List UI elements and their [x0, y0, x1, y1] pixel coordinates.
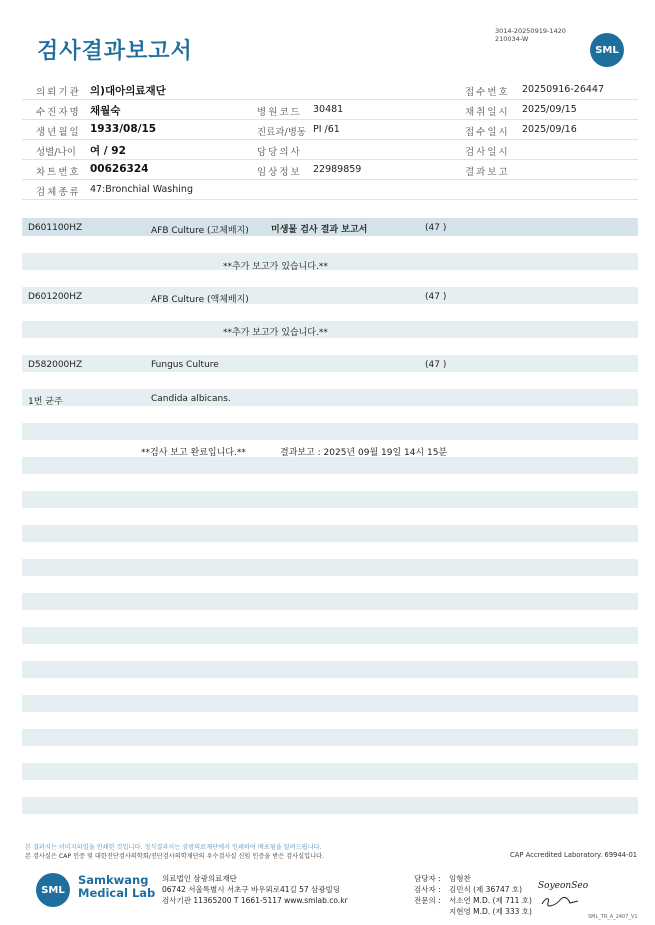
- clinical-value: 22989859: [313, 164, 362, 175]
- result-row-band: [22, 695, 638, 712]
- report-title: 검사결과보고서: [37, 39, 193, 64]
- brand-line-2: Medical Lab: [78, 886, 156, 900]
- birth-label: 생년월일: [36, 127, 81, 138]
- sex-age-value: 여 / 92: [90, 145, 126, 157]
- brand-line-1: Samkwang: [78, 873, 149, 887]
- brand-name: [78, 874, 155, 900]
- lab-address: [162, 873, 348, 906]
- test-number: (47 ): [425, 292, 447, 302]
- institution-value: 의)대아의료재단: [90, 85, 166, 97]
- result-row-band: [22, 389, 638, 406]
- name-label: 수진자명: [36, 107, 81, 118]
- doc-code: [495, 27, 566, 43]
- sml-footer-logo-icon: SML: [36, 873, 70, 907]
- staff-lead: 임형찬: [449, 874, 471, 883]
- info-row: [22, 140, 638, 160]
- print-notice: 본 결과지는 이미지파일을 인쇄한 것입니다. 정식결과지는 삼광의료재단에서 인쇄하여 배포됨을 알려드립니다.: [25, 844, 322, 851]
- strain-label: 1번 균주: [28, 397, 63, 407]
- staff-row: [414, 906, 532, 917]
- report-complete-note: **검사 보고 완료입니다.**: [141, 448, 246, 458]
- result-row-band: [22, 321, 638, 338]
- result-row-band: [22, 491, 638, 508]
- result-row-band: [22, 559, 638, 576]
- receipt-no-label: 접수번호: [465, 87, 510, 98]
- test-name: AFB Culture (고체배지): [151, 226, 249, 236]
- info-row: [22, 120, 638, 140]
- sml-logo-icon: SML: [590, 33, 624, 67]
- specimen-value: 47:Bronchial Washing: [90, 184, 193, 195]
- organism-result: Candida albicans.: [151, 394, 231, 404]
- collect-date-label: 채취일시: [465, 107, 510, 118]
- name-value: 채월숙: [90, 105, 121, 117]
- lab-name: 의료법인 삼광의료재단: [162, 874, 237, 883]
- test-date-label: 검사일시: [465, 147, 510, 158]
- test-code: D582000HZ: [28, 360, 83, 370]
- doc-code-line-2: 210034-W: [495, 35, 529, 43]
- result-row-band: [22, 355, 638, 372]
- result-row-band: [22, 457, 638, 474]
- staff-row: [414, 884, 532, 895]
- result-row-band: [22, 797, 638, 814]
- staff-row: [414, 895, 532, 906]
- hospital-code-label: 병원코드: [257, 107, 302, 118]
- test-code: D601100HZ: [28, 223, 83, 233]
- dept-value: PI /61: [313, 124, 340, 135]
- collect-date-value: 2025/09/15: [522, 104, 577, 115]
- patient-info-table: [22, 80, 638, 200]
- info-row: [22, 180, 638, 200]
- result-row-band: [22, 763, 638, 780]
- doc-code-line-1: 3014-20250919-1420: [495, 27, 566, 35]
- sex-age-label: 성별/나이: [36, 147, 76, 158]
- info-row: [22, 100, 638, 120]
- report-label: 결과보고: [465, 167, 510, 178]
- test-name: AFB Culture (액체배지): [151, 295, 249, 305]
- receipt-no-value: 20250916-26447: [522, 84, 605, 95]
- form-code: SML_TR_A_2407_V1: [588, 914, 638, 920]
- staff-expert-label: 전문의 :: [414, 896, 441, 905]
- result-row-band: [22, 253, 638, 270]
- cap-accreditation: CAP Accredited Laboratory. 69944-01: [510, 851, 638, 859]
- signature-2-icon: [540, 895, 580, 910]
- chart-no-label: 차트번호: [36, 167, 81, 178]
- signature-1-icon: SoyeonSeo: [538, 881, 589, 891]
- test-code: D601200HZ: [28, 292, 83, 302]
- dept-label: 진료과/병동: [257, 127, 307, 138]
- staff-expert-1: 서소연 M.D. (제 711 호): [449, 896, 532, 905]
- test-number: (47 ): [425, 223, 447, 233]
- additional-report-note: **추가 보고가 있습니다.**: [223, 262, 328, 272]
- staff-tester-label: 검사자 :: [414, 885, 441, 894]
- receipt-date-value: 2025/09/16: [522, 124, 577, 135]
- staff-list: [414, 873, 532, 917]
- specimen-label: 검체종류: [36, 187, 81, 198]
- chart-no-value: 00626324: [90, 163, 149, 175]
- result-row-band: [22, 423, 638, 440]
- signature-scribble-icon: [540, 895, 580, 907]
- section-title: 미생물 검사 결과 보고서: [271, 225, 368, 235]
- birth-value: 1933/08/15: [90, 123, 157, 135]
- staff-lead-label: 담당자 :: [414, 874, 441, 883]
- test-number: (47 ): [425, 360, 447, 370]
- staff-expert-2: 지현영 M.D. (제 333 호): [449, 907, 532, 916]
- result-row-band: [22, 729, 638, 746]
- doctor-label: 담당의사: [257, 147, 302, 158]
- hospital-code-value: 30481: [313, 104, 344, 115]
- receipt-date-label: 접수일시: [465, 127, 510, 138]
- lab-contact: 검사기관 11365200 T 1661-5117 www.smlab.co.kr: [162, 896, 348, 905]
- staff-row: [414, 873, 532, 884]
- result-row-band: [22, 661, 638, 678]
- result-row-band: [22, 627, 638, 644]
- certification-note: 본 검사실은 CAP 인증 및 대한진단검사의학회/진단검사의학재단의 우수검사실 신임 인증을 받은 검사실입니다.: [25, 853, 324, 860]
- result-row-band: [22, 593, 638, 610]
- institution-label: 의뢰기관: [36, 87, 81, 98]
- test-name: Fungus Culture: [151, 360, 219, 370]
- staff-tester: 김민식 (제 36747 호): [449, 885, 523, 894]
- result-row-band: [22, 525, 638, 542]
- info-row: [22, 80, 638, 100]
- result-row-band: [22, 287, 638, 304]
- lab-street: 06742 서울특별시 서초구 바우뫼로41길 57 삼광빌딩: [162, 885, 341, 894]
- report-timestamp: 결과보고 : 2025년 09월 19일 14시 15분: [280, 448, 448, 458]
- clinical-label: 임상정보: [257, 167, 302, 178]
- info-row: [22, 160, 638, 180]
- additional-report-note: **추가 보고가 있습니다.**: [223, 328, 328, 338]
